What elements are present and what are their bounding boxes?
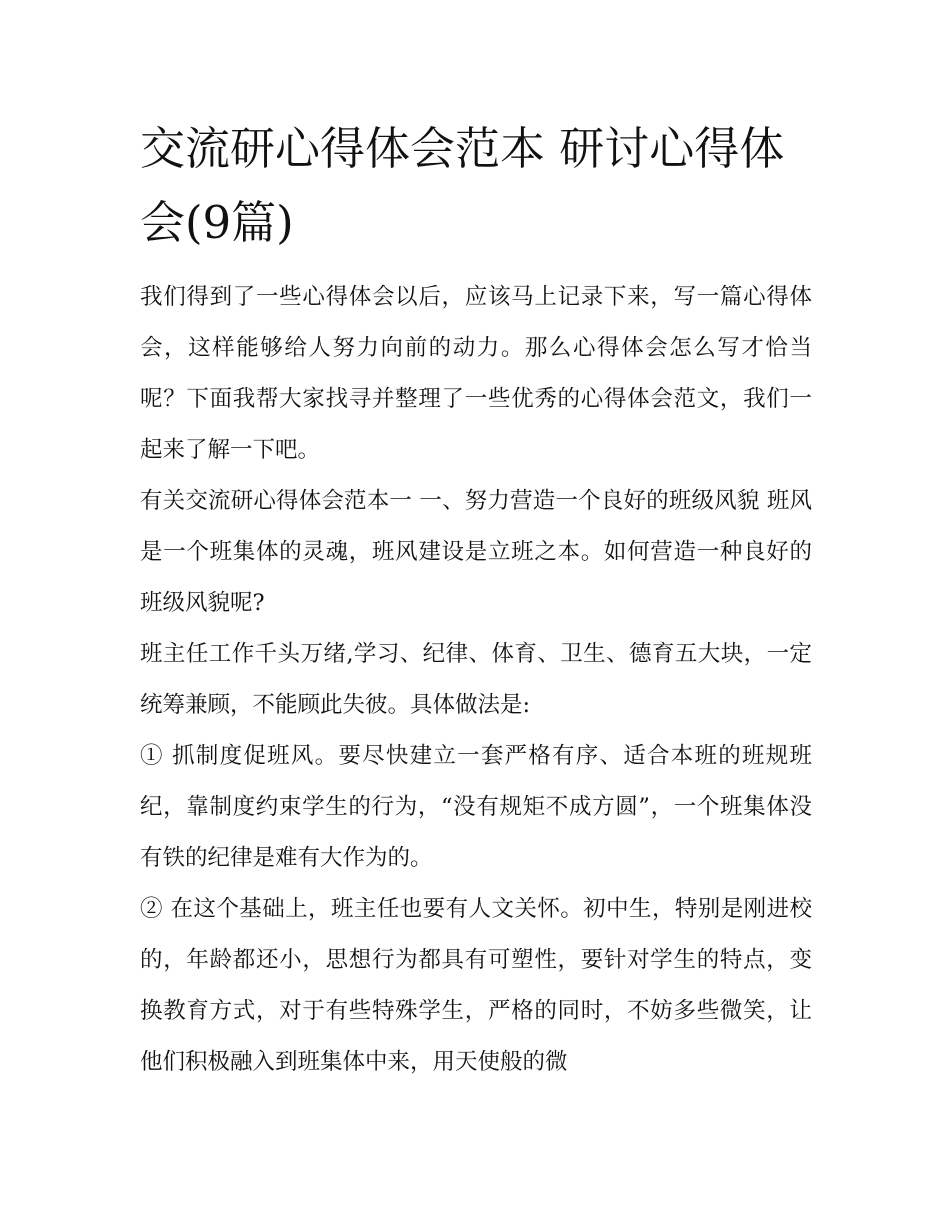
document-page	[140, 112, 812, 1088]
document-title: 交流研心得体会范本 研讨心得体会(9篇)	[140, 122, 785, 249]
paragraph-point-1: ① 抓制度促班风。要尽快建立一套严格有序、适合本班的班规班纪，靠制度约束学生的行为，“没有规矩不成方圆”，一个班集体没有铁的纪律是难有大作为的。	[140, 743, 812, 871]
paragraph-point-2: ② 在这个基础上，班主任也要有人文关怀。初中生，特别是刚进校的，年龄都还小，思想行为都具有可塑性，要针对学生的特点，变换教育方式，对于有些特殊学生，严格的同时，不妨多些微笑，让他们积极融入到班集体中来，用天使般的微	[140, 896, 812, 1075]
paragraph-work-areas: 班主任工作千头万绪,学习、纪律、体育、卫生、德育五大块，一定统筹兼顾，不能顾此失彼。具体做法是:	[140, 641, 812, 718]
paragraph-intro: 我们得到了一些心得体会以后，应该马上记录下来，写一篇心得体会，这样能够给人努力向前的动力。那么心得体会怎么写才恰当呢？下面我帮大家找寻并整理了一些优秀的心得体会范文，我们一起来了解一下吧。	[140, 284, 812, 463]
paragraph-class-atmosphere: 有关交流研心得体会范本一 一、努力营造一个良好的班级风貌 班风是一个班集体的灵魂，班风建设是立班之本。如何营造一种良好的班级风貌呢?	[140, 488, 812, 616]
